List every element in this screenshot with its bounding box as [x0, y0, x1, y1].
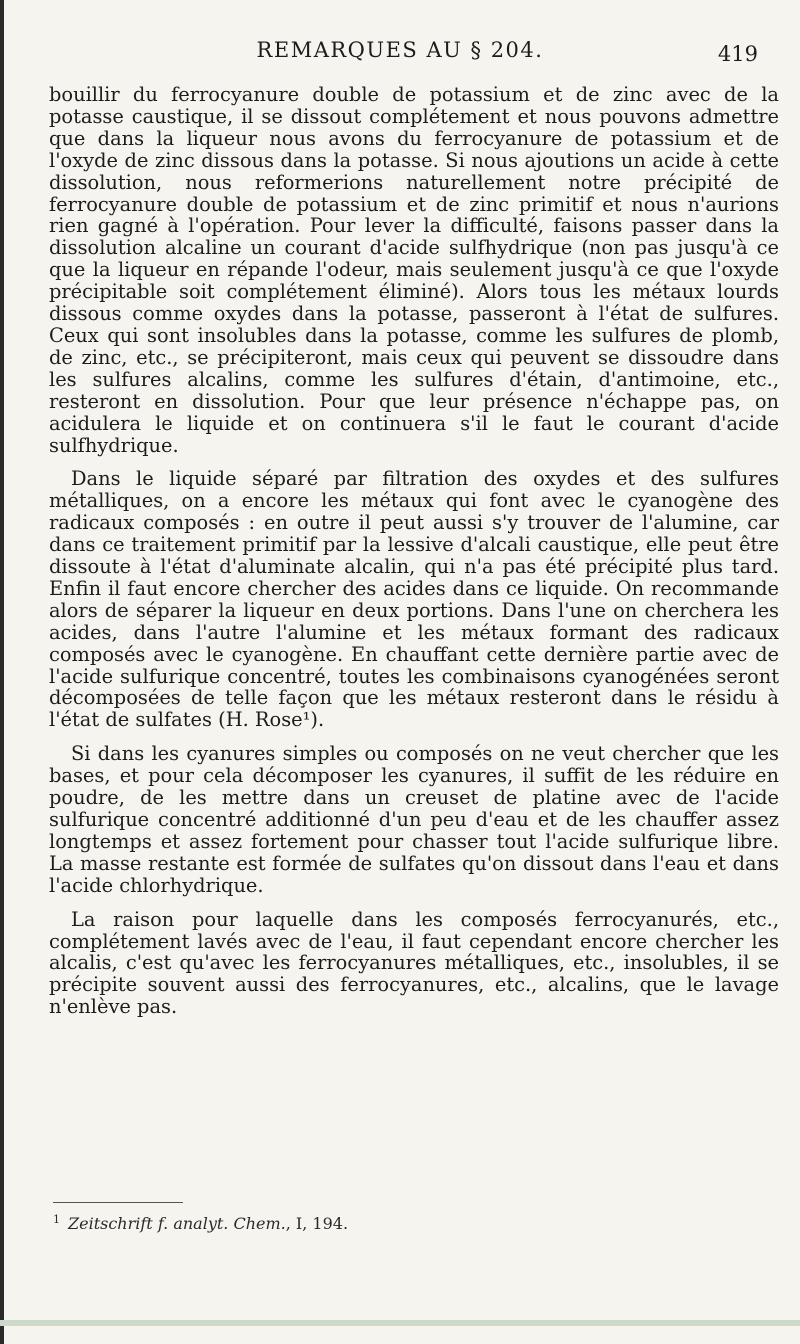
footnote [53, 1213, 773, 1233]
body-text [49, 84, 779, 1018]
scan-bottom-band [0, 1320, 800, 1326]
page-edge-rule [0, 0, 4, 1344]
footnote-journal: Zeitschrift f. analyt. Chem. [68, 1214, 286, 1233]
page-number: 419 [717, 42, 758, 66]
paragraph-4: La raison pour laquelle dans les composés ferrocyanurés, etc., complétement lavés avec de l'eau, il faut cependant encore chercher les alcalis, c'est qu'avec les ferrocyanures métalliques, etc., insolubles, il se précipite souvent aussi des ferrocyanures, etc., alcalins, que le lavage n'enlève pas. [49, 907, 779, 1019]
footnote-rule [53, 1202, 183, 1203]
paragraph-2: Dans le liquide séparé par filtration des oxydes et des sulfures métalliques, on a encore les métaux qui font avec le cyanogène des radicaux composés : en outre il peut aussi s'y trouver de l'alumine, car dans ce traitement primitif par la lessive d'alcali caustique, elle peut être dissoute à l'état d'aluminate alcalin, qui n'a pas été précipité plus tard. Enfin il faut encore chercher des acides dans ce liquide. On recommande alors de séparer la liqueur en deux portions. Dans l'une on cherchera les acides, dans l'autre l'alumine et les métaux formant des radicaux composés avec le cyanogène. En chauffant cette dernière partie avec de l'acide sulfurique concentré, toutes les combinaisons cyanogénées seront décomposées de telle façon que les métaux resteront dans le résidu à l'état de sulfates (H. Rose¹). [49, 467, 779, 732]
paragraph-3: Si dans les cyanures simples ou composés on ne veut chercher que les bases, et pour cela décomposer les cyanures, il suffit de les réduire en poudre, de les mettre dans un creuset de platine avec de l'acide sulfurique concentré additionné d'un peu d'eau et de les chauffer assez longtemps et assez fortement pour chasser tout l'acide sulfurique libre. La masse restante est formée de sulfates qu'on dissout dans l'eau et dans l'acide chlorhydrique. [49, 742, 779, 897]
footnote-reference: , I, 194. [285, 1214, 349, 1233]
paragraph-1: bouillir du ferrocyanure double de potassium et de zinc avec de la potasse caustique, il se dissout complétement et nous pouvons admettre que dans la liqueur nous avons du ferrocyanure de potassium et de l'oxyde de zinc dissous dans la potasse. Si nous ajoutions un acide à cette dissolution, nous reformerions naturellement notre précipité de ferrocyanure double de potassium et de zinc primitif et nous n'aurions rien gagné à l'opération. Pour lever la difficulté, faisons passer dans la dissolution alcaline un courant d'acide sulfhydrique (non pas jusqu'à ce que la liqueur en répande l'odeur, mais seulement jusqu'à ce que l'oxyde précipitable soit complétement éliminé). Alors tous les métaux lourds dissous comme oxydes dans la potasse, passeront à l'état de sulfures. Ceux qui sont insolubles dans la potasse, comme les sulfures de plomb, de zinc, etc., se précipiteront, mais ceux qui peuvent se dissoudre dans les sulfures alcalins, comme les sulfures d'étain, d'antimoine, etc., resteront en dissolution. Pour que leur présence n'échappe pas, on acidulera le liquide et on continuera s'il le faut le courant d'acide sulfhydrique. [49, 83, 779, 457]
running-head [0, 38, 800, 68]
running-head-title: REMARQUES AU § 204. [256, 38, 544, 62]
footnote-marker: 1 [53, 1213, 60, 1226]
